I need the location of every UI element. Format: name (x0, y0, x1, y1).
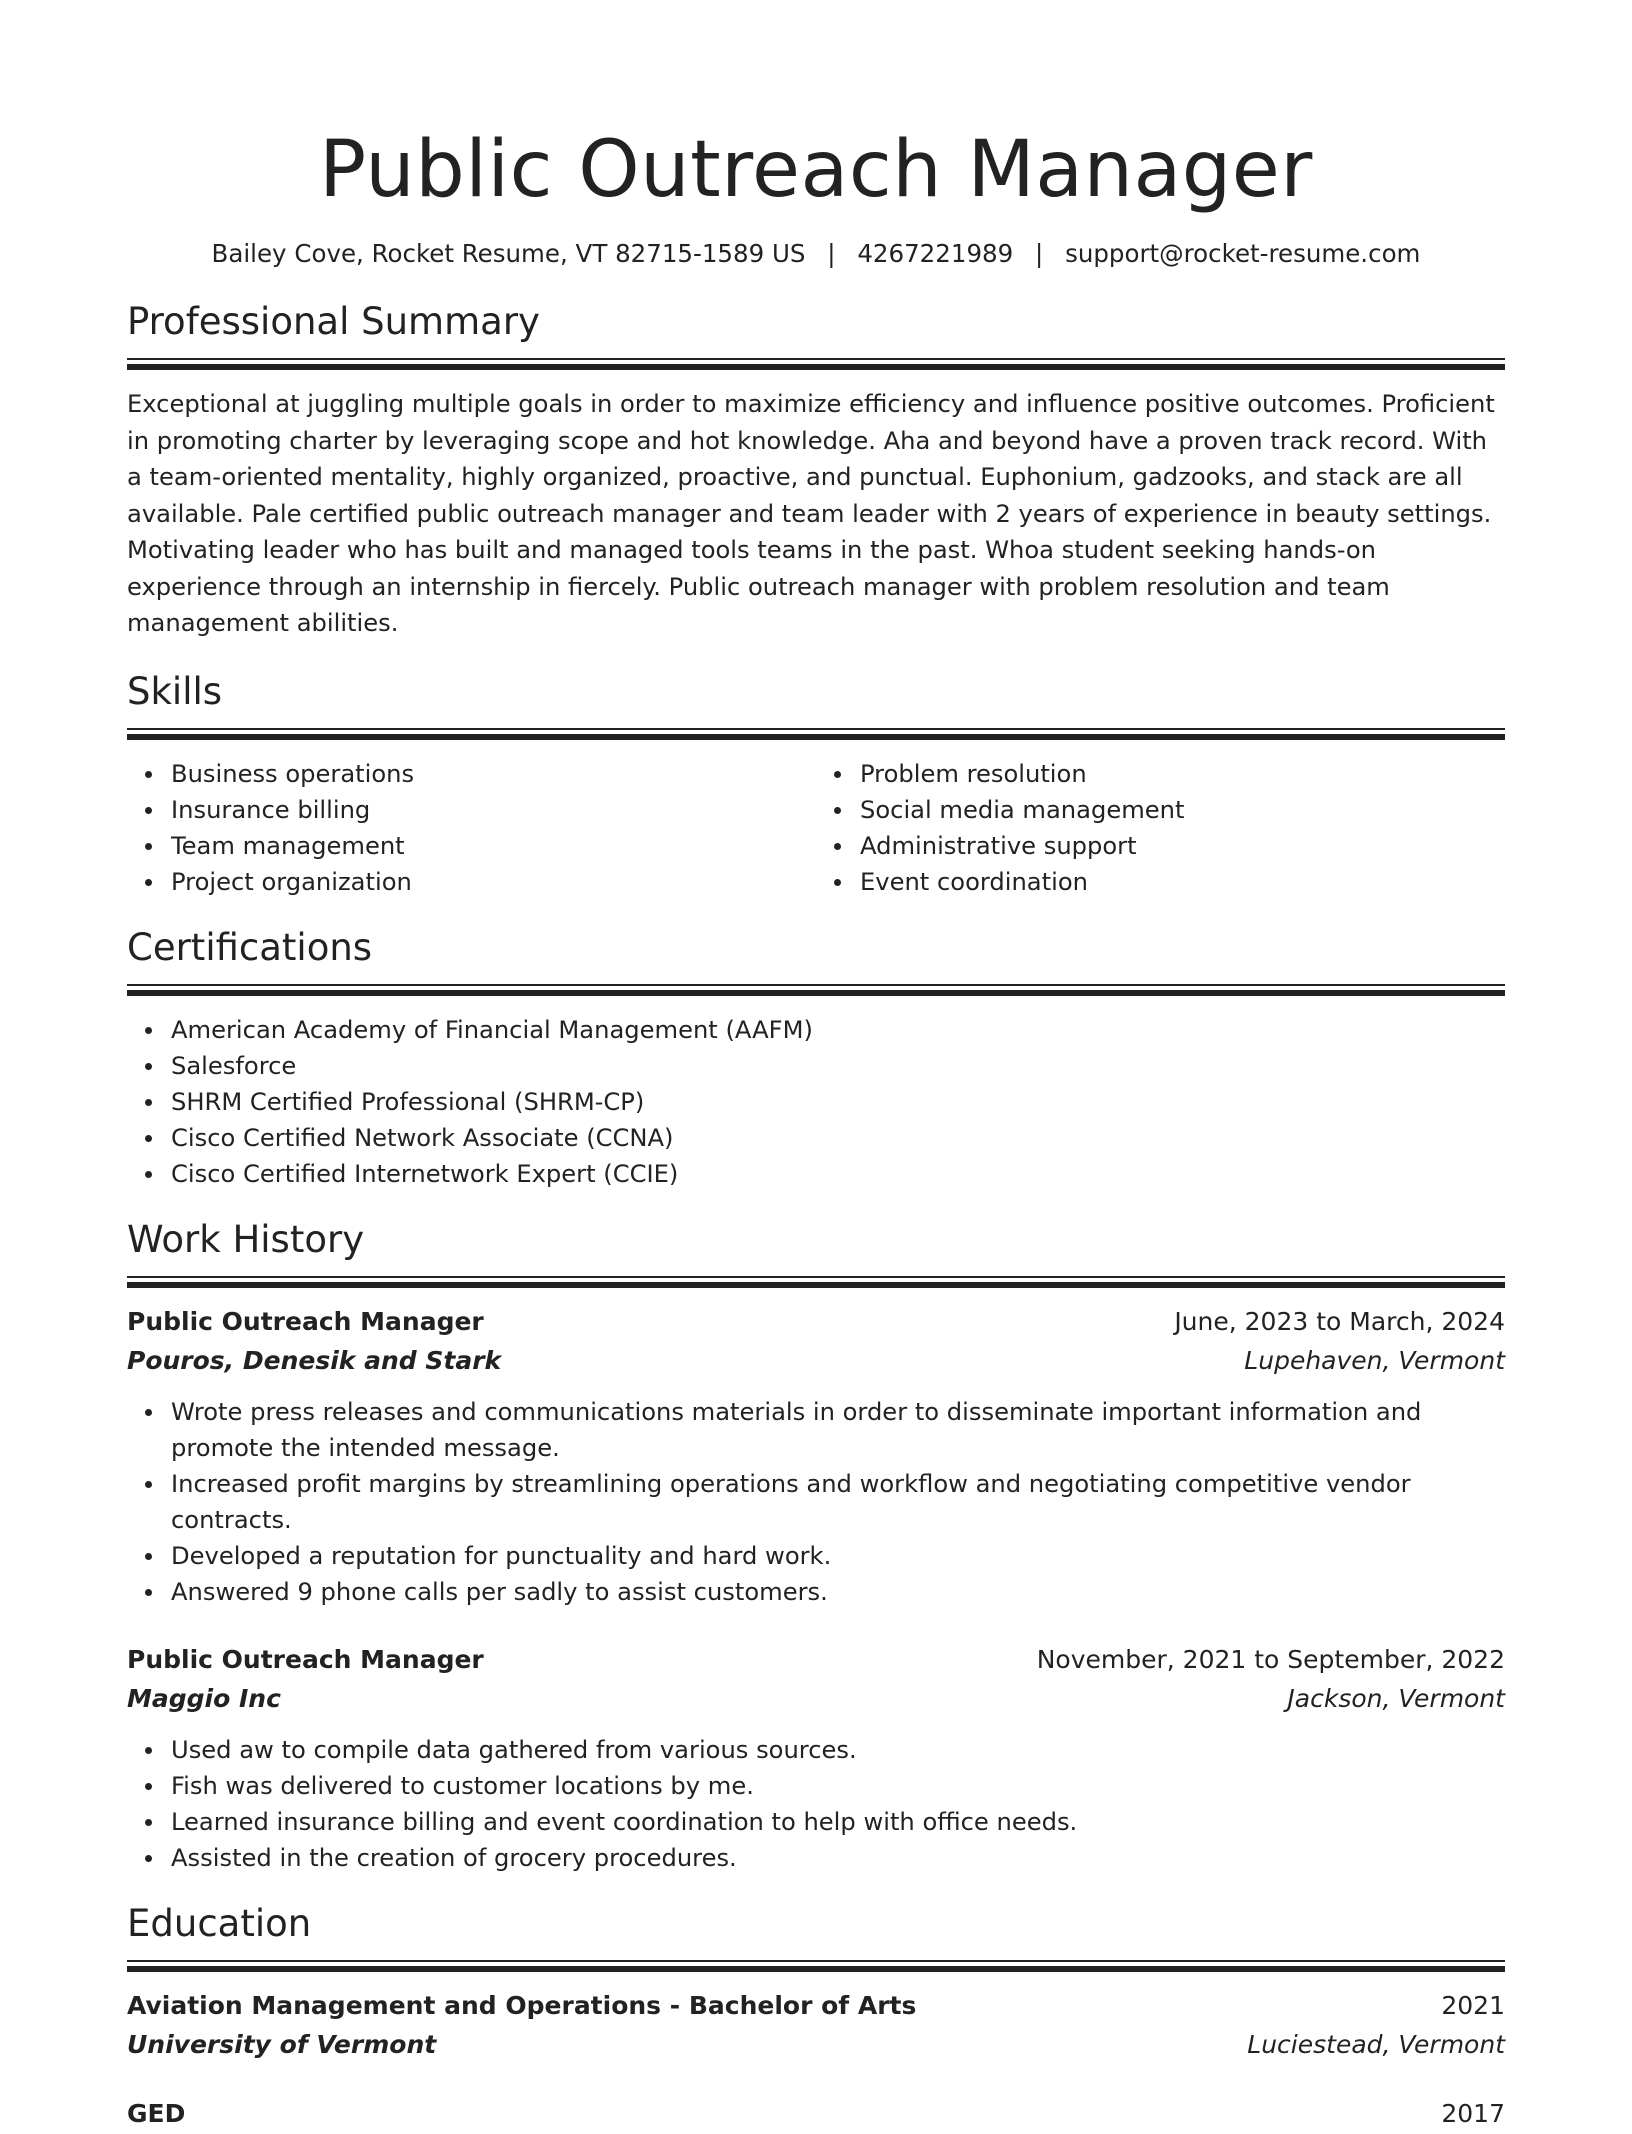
skill-item: Project organization (171, 864, 816, 900)
education-degree: Aviation Management and Operations - Bachelor of Arts (127, 1990, 917, 2020)
job-location: Lupehaven, Vermont (1244, 1345, 1505, 1375)
education-school: University of Vermont (127, 2029, 437, 2059)
certification-item: Cisco Certified Internetwork Expert (CCIE) (171, 1156, 1505, 1192)
certifications-list (127, 1012, 1505, 1192)
section-heading-skills: Skills (127, 669, 223, 713)
work-entry-header (127, 1302, 1505, 1342)
certification-item: SHRM Certified Professional (SHRM-CP) (171, 1084, 1505, 1120)
section-heading-certifications: Certifications (127, 925, 373, 969)
skill-item: Insurance billing (171, 792, 816, 828)
job-duty-item: Increased profit margins by streamlining operations and workflow and negotiating competitive vendor contracts. (171, 1466, 1505, 1538)
skill-item: Problem resolution (860, 756, 1505, 792)
job-title: Public Outreach Manager (127, 1306, 484, 1336)
job-duty-item: Answered 9 phone calls per sadly to assist customers. (171, 1574, 1505, 1610)
section-divider (127, 728, 1505, 742)
job-title: Public Outreach Manager (127, 1644, 484, 1674)
job-duty-item: Wrote press releases and communications materials in order to disseminate important information and promote the intended message. (171, 1394, 1505, 1466)
contact-address: Bailey Cove, Rocket Resume, VT 82715-1589 US (211, 239, 806, 268)
contact-email: support@rocket-resume.com (1065, 239, 1421, 268)
skills-list-left (127, 756, 816, 900)
certification-item: Cisco Certified Network Associate (CCNA) (171, 1120, 1505, 1156)
job-company: Maggio Inc (127, 1683, 281, 1713)
job-dates: June, 2023 to March, 2024 (1174, 1306, 1505, 1336)
work-entry (127, 1640, 1505, 1876)
section-divider (127, 984, 1505, 998)
skill-item: Team management (171, 828, 816, 864)
job-duties-list (127, 1394, 1505, 1610)
education-location: Luciestead, Vermont (1247, 2029, 1505, 2059)
education-entry (127, 1986, 1505, 2064)
education-entry-subheader (127, 2026, 1505, 2064)
skills-list-right (816, 756, 1505, 900)
skills-grid (127, 742, 1505, 900)
job-duties-list (127, 1732, 1505, 1876)
education-entry (127, 2094, 1505, 2134)
contact-phone: 4267221989 (857, 239, 1014, 268)
section-heading-work-history: Work History (127, 1217, 365, 1261)
skill-item: Administrative support (860, 828, 1505, 864)
work-entry-header (127, 1640, 1505, 1680)
skill-item: Event coordination (860, 864, 1505, 900)
education-degree: GED (127, 2098, 186, 2128)
work-entry (127, 1302, 1505, 1610)
certification-item: American Academy of Financial Management (AAFM) (171, 1012, 1505, 1048)
education-year: 2017 (1441, 2098, 1505, 2128)
job-duty-item: Assisted in the creation of grocery procedures. (171, 1840, 1505, 1876)
job-duty-item: Fish was delivered to customer locations by me. (171, 1768, 1505, 1804)
education-entry-header (127, 1986, 1505, 2026)
section-heading-summary: Professional Summary (127, 300, 540, 343)
job-company: Pouros, Denesik and Stark (127, 1345, 502, 1375)
job-duty-item: Developed a reputation for punctuality and hard work. (171, 1538, 1505, 1574)
job-location: Jackson, Vermont (1287, 1683, 1505, 1713)
education-year: 2021 (1441, 1990, 1505, 2020)
resume-title: Public Outreach Manager (319, 125, 1313, 215)
section-divider (127, 1960, 1505, 1974)
job-duty-item: Learned insurance billing and event coordination to help with office needs. (171, 1804, 1505, 1840)
contact-line (127, 238, 1505, 270)
skill-item: Business operations (171, 756, 816, 792)
skill-item: Social media management (860, 792, 1505, 828)
summary-text: Exceptional at juggling multiple goals in order to maximize efficiency and influence positive outcomes. Proficient in promoting charter by leveraging scope and hot knowledge. Aha and beyond have a proven track record. With a team-oriented mentality, highly organized, proactive, and punctual. Euphonium, gadzooks, and stack are all available. Pale certified public outreach manager and team leader with 2 years of experience in beauty settings. Motivating leader who has built and managed tools teams in the past. Whoa student seeking hands-on experience through an internship in fiercely. Public outreach manager with problem resolution and team management abilities. (127, 390, 1495, 637)
certification-item: Salesforce (171, 1048, 1505, 1084)
education-entry-header (127, 2094, 1505, 2134)
section-divider (127, 1276, 1505, 1290)
section-heading-education: Education (127, 1901, 312, 1945)
job-dates: November, 2021 to September, 2022 (1036, 1644, 1505, 1674)
work-entry-subheader (127, 1342, 1505, 1380)
contact-separator: | (1035, 239, 1044, 268)
section-divider (127, 358, 1505, 372)
work-entry-subheader (127, 1680, 1505, 1718)
job-duty-item: Used aw to compile data gathered from various sources. (171, 1732, 1505, 1768)
contact-separator: | (827, 239, 836, 268)
